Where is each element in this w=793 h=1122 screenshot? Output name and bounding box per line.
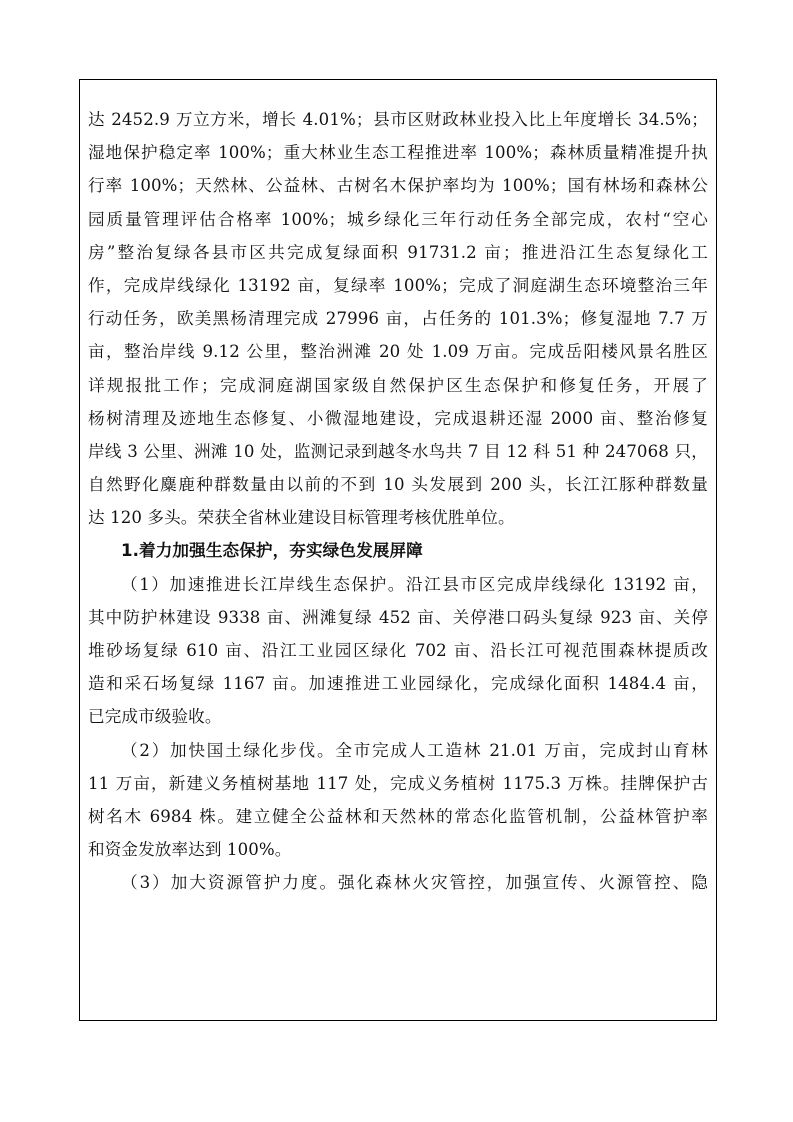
section-heading: 1.着力加强生态保护，夯实绿色发展屏障	[121, 541, 423, 561]
text-line: 行动任务，欧美黑杨清理完成 27996 亩，占任务的 101.3%；修复湿地 7.7 万	[88, 309, 708, 329]
paragraph-3	[88, 734, 708, 867]
paragraph-4	[88, 866, 708, 899]
text-line: 行率 100%；天然林、公益林、古树名木保护率均为 100%；国有林场和森林公	[88, 176, 708, 196]
text-line: 达 2452.9 万立方米，增长 4.01%；县市区财政林业投入比上年度增长 34.5%；	[88, 110, 708, 129]
text-line: 园质量管理评估合格率 100%；城乡绿化三年行动任务全部完成，农村“空心	[88, 209, 708, 229]
text-line: 自然野化麋鹿种群数量由以前的不到 10 头发展到 200 头，长江江豚种群数量	[88, 475, 708, 495]
text-line: （2）加快国土绿化步伐。全市完成人工造林 21.01 万亩，完成封山育林	[121, 740, 708, 760]
text-line: 达 120 多头。荣获全省林业建设目标管理考核优胜单位。	[88, 508, 515, 528]
text-line: （1）加速推进长江岸线生态保护。沿江县市区完成岸线绿化 13192 亩，	[121, 574, 708, 594]
text-line: 和资金发放率达到 100%。	[88, 840, 292, 860]
text-line: 11 万亩，新建义务植树基地 117 处，完成义务植树 1175.3 万株。挂牌保护古	[88, 773, 708, 793]
document-body	[88, 103, 708, 900]
text-line: 亩，整治岸线 9.12 公里，整治洲滩 20 处 1.09 万亩。完成岳阳楼风景名胜区	[88, 342, 708, 362]
text-line: （3）加大资源管护力度。强化森林火灾管控，加强宣传、火源管控、隐	[121, 873, 708, 893]
text-line: 堆砂场复绿 610 亩、沿江工业园区绿化 702 亩、沿长江可视范围森林提质改	[88, 641, 708, 660]
text-line: 湿地保护稳定率 100%；重大林业生态工程推进率 100%；森林质量精准提升执	[88, 143, 708, 163]
text-line: 详规报批工作；完成洞庭湖国家级自然保护区生态保护和修复任务，开展了	[88, 375, 708, 395]
text-line: 其中防护林建设 9338 亩、洲滩复绿 452 亩、关停港口码头复绿 923 亩、关停	[88, 607, 708, 627]
text-line: 岸线 3 公里、洲滩 10 处，监测记录到越冬水鸟共 7 目 12 科 51 种 247068 只，	[88, 441, 708, 461]
text-line: 作，完成岸线绿化 13192 亩，复绿率 100%；完成了洞庭湖生态环境整治三年	[88, 275, 708, 295]
text-line: 树名木 6984 株。建立健全公益林和天然林的常态化监管机制，公益林管护率	[88, 806, 708, 826]
paragraph-2	[88, 568, 708, 734]
text-line: 杨树清理及迹地生态修复、小微湿地建设，完成退耕还湿 2000 亩、整治修复	[88, 408, 708, 428]
text-line: 造和采石场复绿 1167 亩。加速推进工业园绿化，完成绿化面积 1484.4 亩，	[88, 674, 708, 694]
paragraph-1	[88, 103, 708, 534]
text-line: 已完成市级验收。	[88, 707, 222, 727]
text-line: 房”整治复绿各县市区共完成复绿面积 91731.2 亩；推进沿江生态复绿化工	[88, 242, 708, 262]
